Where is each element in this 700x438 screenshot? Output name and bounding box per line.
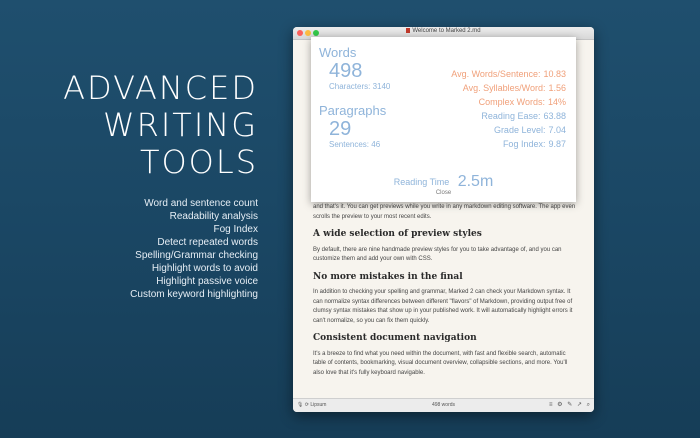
stats-icon[interactable]: ≡: [548, 402, 553, 408]
window-title: [293, 28, 594, 34]
metric-label: Avg. Words/Sentence:: [451, 69, 541, 79]
feature-item: Readability analysis: [169, 211, 258, 222]
feature-item: Highlight words to avoid: [151, 263, 258, 274]
metric-value: 9.87: [548, 139, 566, 149]
metric-row: [448, 81, 566, 95]
readability-metrics: [448, 67, 566, 151]
section-body: By default, there are nine handmade preview styles for you to take advantage of, and you can customize them and add your own with CSS.: [313, 246, 562, 262]
headline-line-2: WRITING: [102, 106, 258, 144]
intro-paragraph: and that's it. You can get previews while you write in any markdown editing software. The app even scrolls the preview to your most recent edits.: [313, 204, 576, 220]
refresh-icon[interactable]: ⟳: [304, 402, 309, 408]
headline-line-1: ADVANCED: [63, 69, 258, 107]
feature-item: Spelling/Grammar checking: [135, 250, 258, 261]
status-right-tools: [546, 401, 590, 409]
reading-time-label: Reading Time: [393, 177, 450, 187]
metric-value: 10.83: [543, 69, 566, 79]
app-window: [293, 27, 594, 412]
metric-label: Reading Ease:: [481, 111, 541, 121]
window-title-text: Welcome to Marked 2.md: [412, 28, 481, 35]
reading-time-value: 2.5m: [457, 173, 494, 190]
metric-label: Fog Index:: [502, 139, 546, 149]
section-heading: A wide selection of preview styles: [313, 229, 482, 239]
section-heading: Consistent document navigation: [313, 333, 477, 343]
close-stats-button[interactable]: Close: [435, 190, 452, 196]
metric-label: Grade Level:: [493, 125, 546, 135]
feature-list: [38, 197, 258, 301]
paragraphs-value: 29: [329, 118, 352, 140]
headline: [0, 70, 258, 181]
feature-item: Custom keyword highlighting: [130, 289, 258, 300]
words-label: Words: [319, 45, 357, 60]
microphone-icon[interactable]: 🎙: [297, 402, 304, 408]
gear-icon[interactable]: ⚙: [557, 402, 563, 408]
status-bar: [293, 398, 594, 412]
feature-item: Highlight passive voice: [156, 276, 258, 287]
status-left-label[interactable]: Lipsum: [310, 402, 327, 408]
word-count-status[interactable]: 498 words: [431, 402, 456, 408]
metric-label: Avg. Syllables/Word:: [462, 83, 546, 93]
section-heading: No more mistakes in the final: [313, 271, 463, 282]
headline-line-3: TOOLS: [139, 143, 258, 181]
metric-row: [448, 137, 566, 151]
metric-row: [448, 109, 566, 123]
metric-row: [448, 95, 566, 109]
stats-left-column: [319, 45, 390, 149]
paragraphs-label: Paragraphs: [319, 103, 387, 118]
feature-item: Word and sentence count: [144, 198, 258, 209]
search-icon[interactable]: ⌕: [586, 402, 590, 408]
metric-row: [448, 67, 566, 81]
metric-row: [448, 123, 566, 137]
document-statistics-panel: [311, 37, 576, 202]
document-icon: [406, 28, 410, 33]
section-body: It's a breeze to find what you need within the document, with fast and flexible search, automatic table of contents, bookmarking, visual document overview, collapsible sections, and more. You'll also love that it's fully keyboard navigable.: [313, 350, 568, 376]
metric-value: 14%: [547, 97, 566, 107]
pencil-icon[interactable]: ✎: [567, 402, 573, 408]
reading-time: [311, 173, 576, 191]
words-value: 498: [329, 60, 363, 82]
metric-value: 1.56: [548, 83, 566, 93]
sentences-count: Sentences: 46: [329, 140, 381, 149]
metric-value: 63.88: [543, 111, 566, 121]
feature-item: Detect repeated words: [157, 237, 258, 248]
share-icon[interactable]: ↗: [576, 402, 582, 408]
characters-count: Characters: 3140: [329, 82, 391, 91]
metric-value: 7.04: [548, 125, 566, 135]
feature-item: Fog Index: [213, 224, 258, 235]
section-body: In addition to checking your spelling and grammar, Marked 2 can check your Markdown syntax. It can normalize syntax differences between different "flavors" of Markdown, providing output free of clumsy syntax mistakes that show up in your published work. It will automatically highlight errors it can't normalize, so you can fix them quickly.: [313, 289, 573, 324]
metric-label: Complex Words:: [478, 97, 545, 107]
document-preview: [313, 203, 578, 384]
